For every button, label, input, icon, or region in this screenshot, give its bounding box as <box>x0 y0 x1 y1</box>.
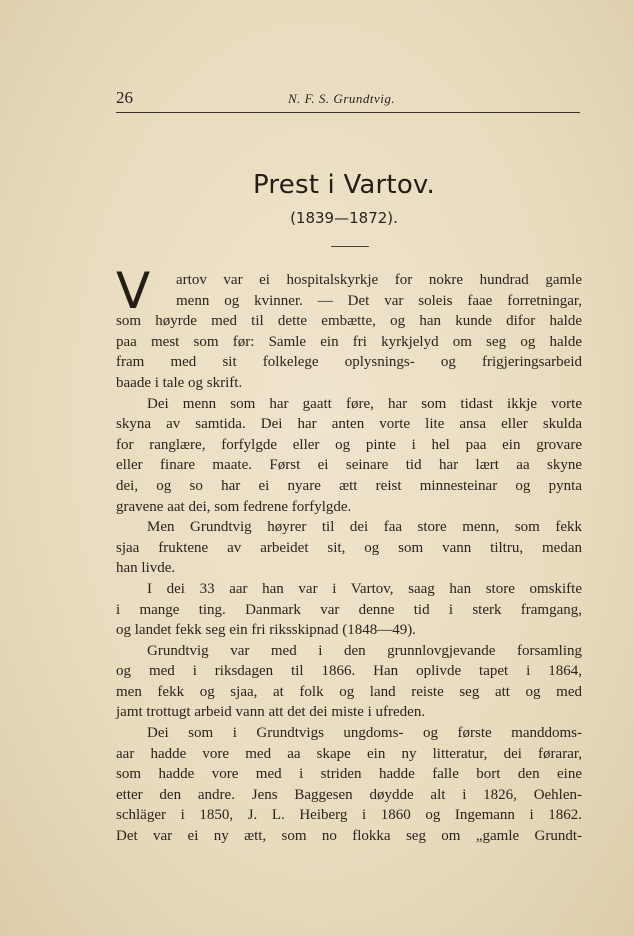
text-line: fram med sit folkelege oplysnings- og frigjeringsarbeid <box>116 354 582 371</box>
text-line: skyna av samtida. Dei har anten vorte lite ansa eller skulda <box>116 416 582 433</box>
body-text <box>116 270 582 847</box>
page-number: 26 <box>116 88 133 107</box>
chapter-title <box>0 170 634 200</box>
text-line: sjaa fruktene av arbeidet sit, og som vann tiltru, medan <box>116 539 582 556</box>
text-line: aar hadde vore med aa skape ein ny litteratur, dei førarar, <box>116 745 582 762</box>
text-line: for ranglære, forfylgde eller og pinte i hel paa ein grovare <box>116 436 582 453</box>
running-head: N. F. S. Grundtvig. <box>288 91 396 106</box>
text-line: artov var ei hospitalskyrkje for nokre hundrad gamle <box>176 272 582 288</box>
text-line: som hadde vore med i striden hadde falle bort den eine <box>116 766 582 783</box>
text-line: gravene aat dei, som fedrene forfylgde. <box>116 498 352 515</box>
chapter-title-text: Prest i Vartov. <box>253 170 435 200</box>
text-line: schläger i 1850, J. L. Heiberg i 1860 og Ingemann i 1862. <box>116 807 582 824</box>
chapter-dates-text: (1839—1872). <box>290 209 398 227</box>
text-line: I dei 33 aar han var i Vartov, saag han store omskifte <box>147 580 582 597</box>
text-line: Men Grundtvig høyrer til dei faa store menn, som fekk <box>147 519 582 536</box>
text-line: som høyrde med til dette embætte, og han kunde difor halde <box>116 313 582 330</box>
text-line: jamt trottugt arbeid vann att det dei miste i ufreden. <box>116 704 426 721</box>
text-line: og med i riksdagen til 1866. Han oplivde tapet i 1864, <box>116 663 582 680</box>
drop-cap: V <box>116 262 151 320</box>
text-line: Dei som i Grundtvigs ungdoms- og første manddoms- <box>147 725 582 742</box>
text-line: menn og kvinner. — Det var soleis faae forretningar, <box>176 292 582 309</box>
title-rule <box>331 246 369 247</box>
text-line: i mange ting. Danmark var denne tid i sterk framgang, <box>116 601 582 618</box>
text-line: han livde. <box>116 560 176 577</box>
text-line: Grundtvig var med i den grunnlovgjevande forsamling <box>147 642 582 659</box>
text-line: men fekk og sjaa, at folk og land reiste seg att og med <box>116 683 582 700</box>
page-header <box>116 88 580 113</box>
text-line: Det var ei ny ætt, som no flokka seg om „gamle Grundt- <box>116 828 582 845</box>
text-line: etter den andre. Jens Baggesen døydde alt i 1826, Oehlen- <box>116 786 582 803</box>
text-line: eller finare maate. Først ei seinare tid har lært aa skyne <box>116 457 582 474</box>
text-line: Dei menn som har gaatt føre, har som tidast ikkje vorte <box>147 395 582 412</box>
text-line: dei, og so har ei nyare ætt reist minnesteinar og pynta <box>116 477 582 494</box>
text-line: baade i tale og skrift. <box>116 374 243 391</box>
text-line: paa mest som før: Samle ein fri kyrkjelyd om seg og halde <box>116 333 582 350</box>
chapter-dates <box>0 209 634 227</box>
text-line: og landet fekk seg ein fri riksskipnad (1848—49). <box>116 622 416 639</box>
